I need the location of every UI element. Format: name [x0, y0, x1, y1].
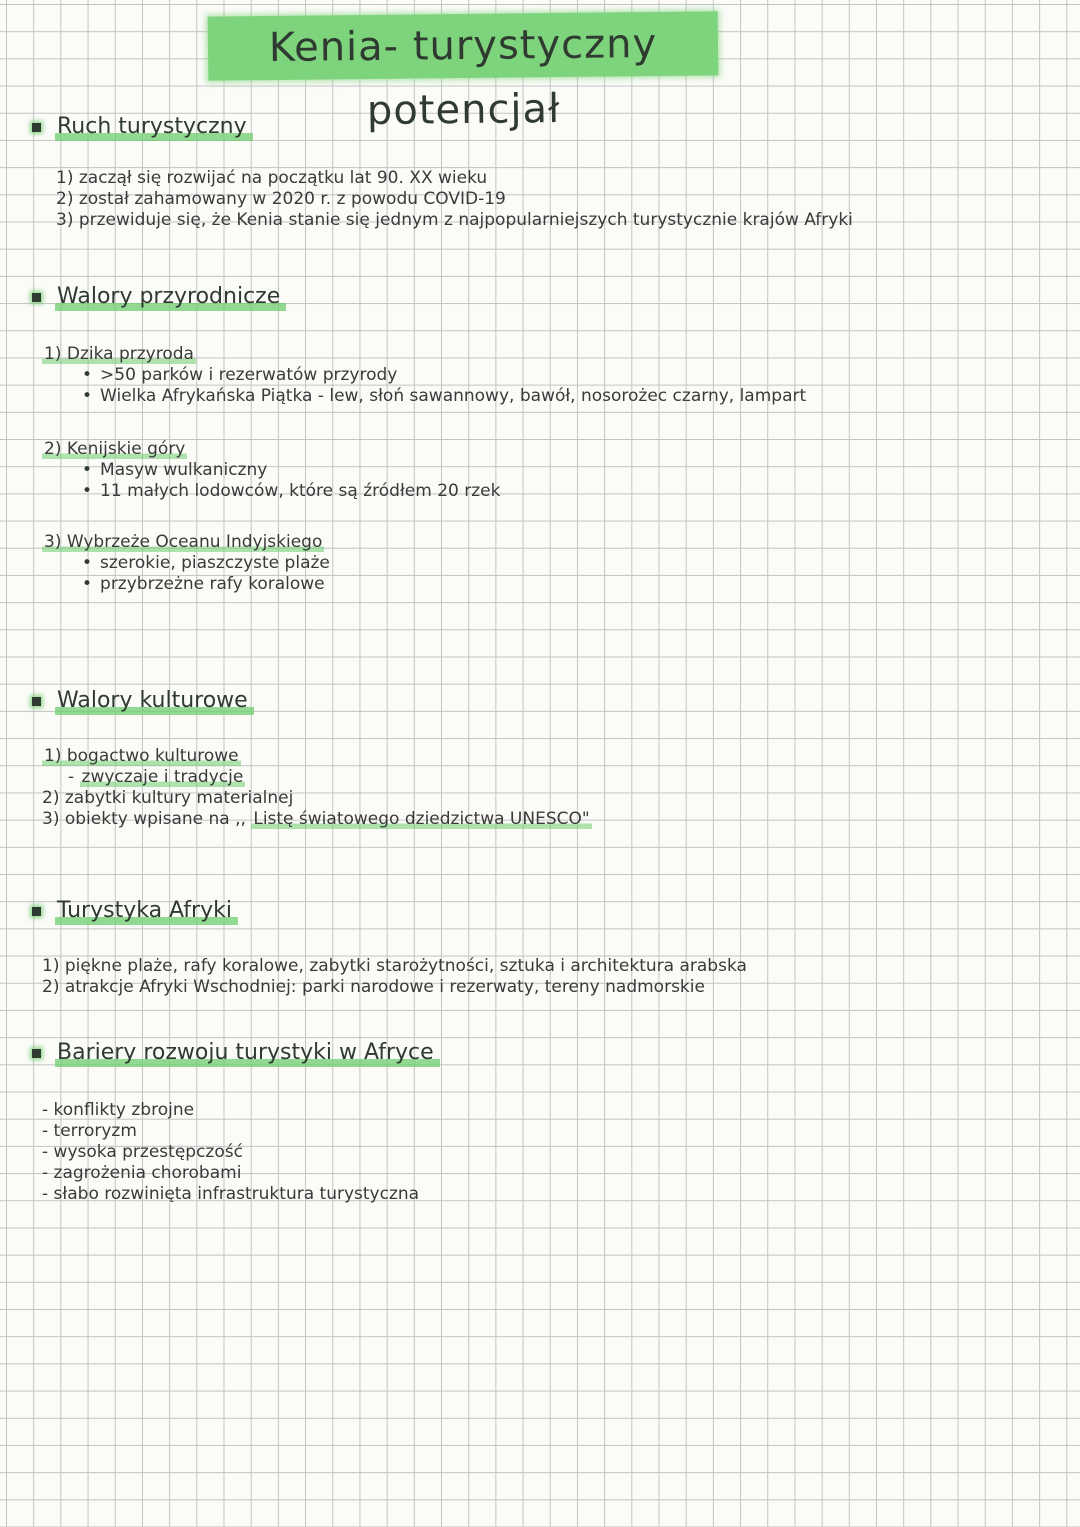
list-item: 2) zabytki kultury materialnej — [42, 788, 294, 808]
square-bullet-icon — [32, 1049, 41, 1058]
section-turystyka-afryki — [32, 896, 747, 998]
list-item: 3) obiekty wpisane na ,, Listę światowego dziedzictwa UNESCO" — [42, 809, 590, 829]
list-item: 1) zaczął się rozwijać na początku lat 90. XX wieku — [56, 168, 488, 188]
section-heading: Walory kulturowe — [55, 688, 254, 715]
list-item: - konflikty zbrojne — [32, 1100, 440, 1121]
square-bullet-icon — [32, 907, 41, 916]
section-ruch-turystyczny — [32, 112, 853, 231]
list-item: • szerokie, piaszczyste plaże — [32, 553, 806, 574]
section-bariery-rozwoju — [32, 1038, 440, 1205]
list-item: • >50 parków i rezerwatów przyrody — [32, 365, 806, 386]
section-heading: Ruch turystyczny — [55, 114, 253, 141]
square-bullet-icon — [32, 697, 41, 706]
page-title: Kenia- turystyczny potencjał — [208, 11, 719, 80]
list-item: - terroryzm — [32, 1121, 440, 1142]
list-item: • Wielka Afrykańska Piątka - lew, słoń sawannowy, bawół, nosorożec czarny, lampart — [32, 386, 806, 407]
square-bullet-icon — [32, 293, 41, 302]
list-item: - wysoka przestępczość — [32, 1142, 440, 1163]
list-item: 3) przewiduje się, że Kenia stanie się jednym z najpopularniejszych turystycznie krajów Afryki — [56, 210, 853, 230]
group-label: 1) Dzika przyroda — [44, 344, 194, 364]
list-item: 2) atrakcje Afryki Wschodniej: parki narodowe i rezerwaty, tereny nadmorskie — [42, 977, 705, 997]
list-item: • 11 małych lodowców, które są źródłem 20 rzek — [32, 481, 806, 502]
list-item: • przybrzeżne rafy koralowe — [32, 574, 806, 595]
section-walory-przyrodnicze — [32, 282, 806, 595]
square-bullet-icon — [32, 123, 41, 132]
list-item: 1) bogactwo kulturowe — [44, 746, 239, 766]
list-item: 1) piękne plaże, rafy koralowe, zabytki starożytności, sztuka i architektura arabska — [42, 956, 747, 976]
section-heading: Bariery rozwoju turystyki w Afryce — [55, 1040, 440, 1067]
group-label: 2) Kenijskie góry — [44, 439, 186, 459]
list-item: 2) został zahamowany w 2020 r. z powodu COVID-19 — [56, 189, 506, 209]
list-subitem: - zwyczaje i tradycje — [32, 767, 592, 788]
list-item: - słabo rozwinięta infrastruktura turystyczna — [32, 1184, 440, 1205]
group-label: 3) Wybrzeże Oceanu Indyjskiego — [44, 532, 323, 552]
list-item: - zagrożenia chorobami — [32, 1163, 440, 1184]
section-walory-kulturowe — [32, 686, 592, 830]
section-heading: Walory przyrodnicze — [55, 284, 286, 311]
section-heading: Turystyka Afryki — [55, 898, 238, 925]
list-item: • Masyw wulkaniczny — [32, 460, 806, 481]
